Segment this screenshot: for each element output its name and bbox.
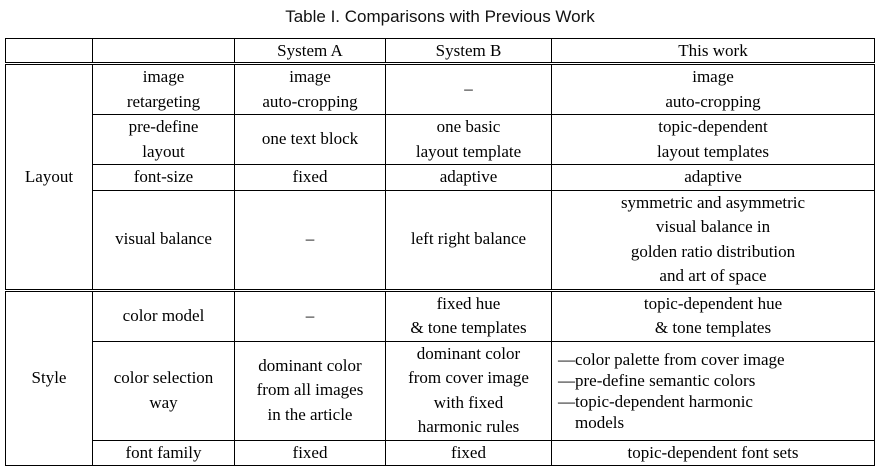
system-a-cell: fixed — [235, 165, 386, 191]
this-work-cell: topic-dependent hue & tone templates — [552, 290, 875, 341]
this-work-cell: topic-dependent font sets — [552, 440, 875, 466]
system-a-cell: – — [235, 190, 386, 290]
system-b-cell: adaptive — [386, 165, 552, 191]
section-label-style: Style — [6, 290, 93, 466]
system-a-cell: fixed — [235, 440, 386, 466]
table-caption: Table I. Comparisons with Previous Work — [285, 7, 595, 26]
feature-cell: color model — [93, 290, 235, 341]
section-label-layout: Layout — [6, 64, 93, 291]
system-b-cell: one basic layout template — [386, 115, 552, 165]
header-row — [6, 39, 875, 64]
system-a-cell: image auto-cropping — [235, 64, 386, 115]
system-a-cell: dominant color from all images in the article — [235, 341, 386, 440]
table-row — [6, 64, 875, 115]
feature-cell: image retargeting — [93, 64, 235, 115]
feature-cell: color selection way — [93, 341, 235, 440]
this-work-cell: image auto-cropping — [552, 64, 875, 115]
table-row — [6, 290, 875, 341]
table-row — [6, 165, 875, 191]
header-cell-feature — [93, 39, 235, 64]
header-cell-section — [6, 39, 93, 64]
this-work-cell: topic-dependent layout templates — [552, 115, 875, 165]
table-row — [6, 341, 875, 440]
this-work-cell: —color palette from cover image —pre-define semantic colors —topic-dependent harmonic models — [552, 341, 875, 440]
table-row — [6, 115, 875, 165]
this-work-cell: symmetric and asymmetric visual balance in golden ratio distribution and art of space — [552, 190, 875, 290]
system-b-cell: – — [386, 64, 552, 115]
feature-cell: visual balance — [93, 190, 235, 290]
system-b-cell: dominant color from cover image with fixed harmonic rules — [386, 341, 552, 440]
system-b-cell: left right balance — [386, 190, 552, 290]
system-a-cell: – — [235, 290, 386, 341]
this-work-cell: adaptive — [552, 165, 875, 191]
header-cell-this-work: This work — [552, 39, 875, 64]
system-b-cell: fixed — [386, 440, 552, 466]
table-row — [6, 190, 875, 290]
system-a-cell: one text block — [235, 115, 386, 165]
comparison-table — [5, 38, 875, 466]
system-b-cell: fixed hue & tone templates — [386, 290, 552, 341]
feature-cell: font-size — [93, 165, 235, 191]
table-row — [6, 440, 875, 466]
feature-cell: pre-define layout — [93, 115, 235, 165]
feature-cell: font family — [93, 440, 235, 466]
header-cell-system-a: System A — [235, 39, 386, 64]
header-cell-system-b: System B — [386, 39, 552, 64]
